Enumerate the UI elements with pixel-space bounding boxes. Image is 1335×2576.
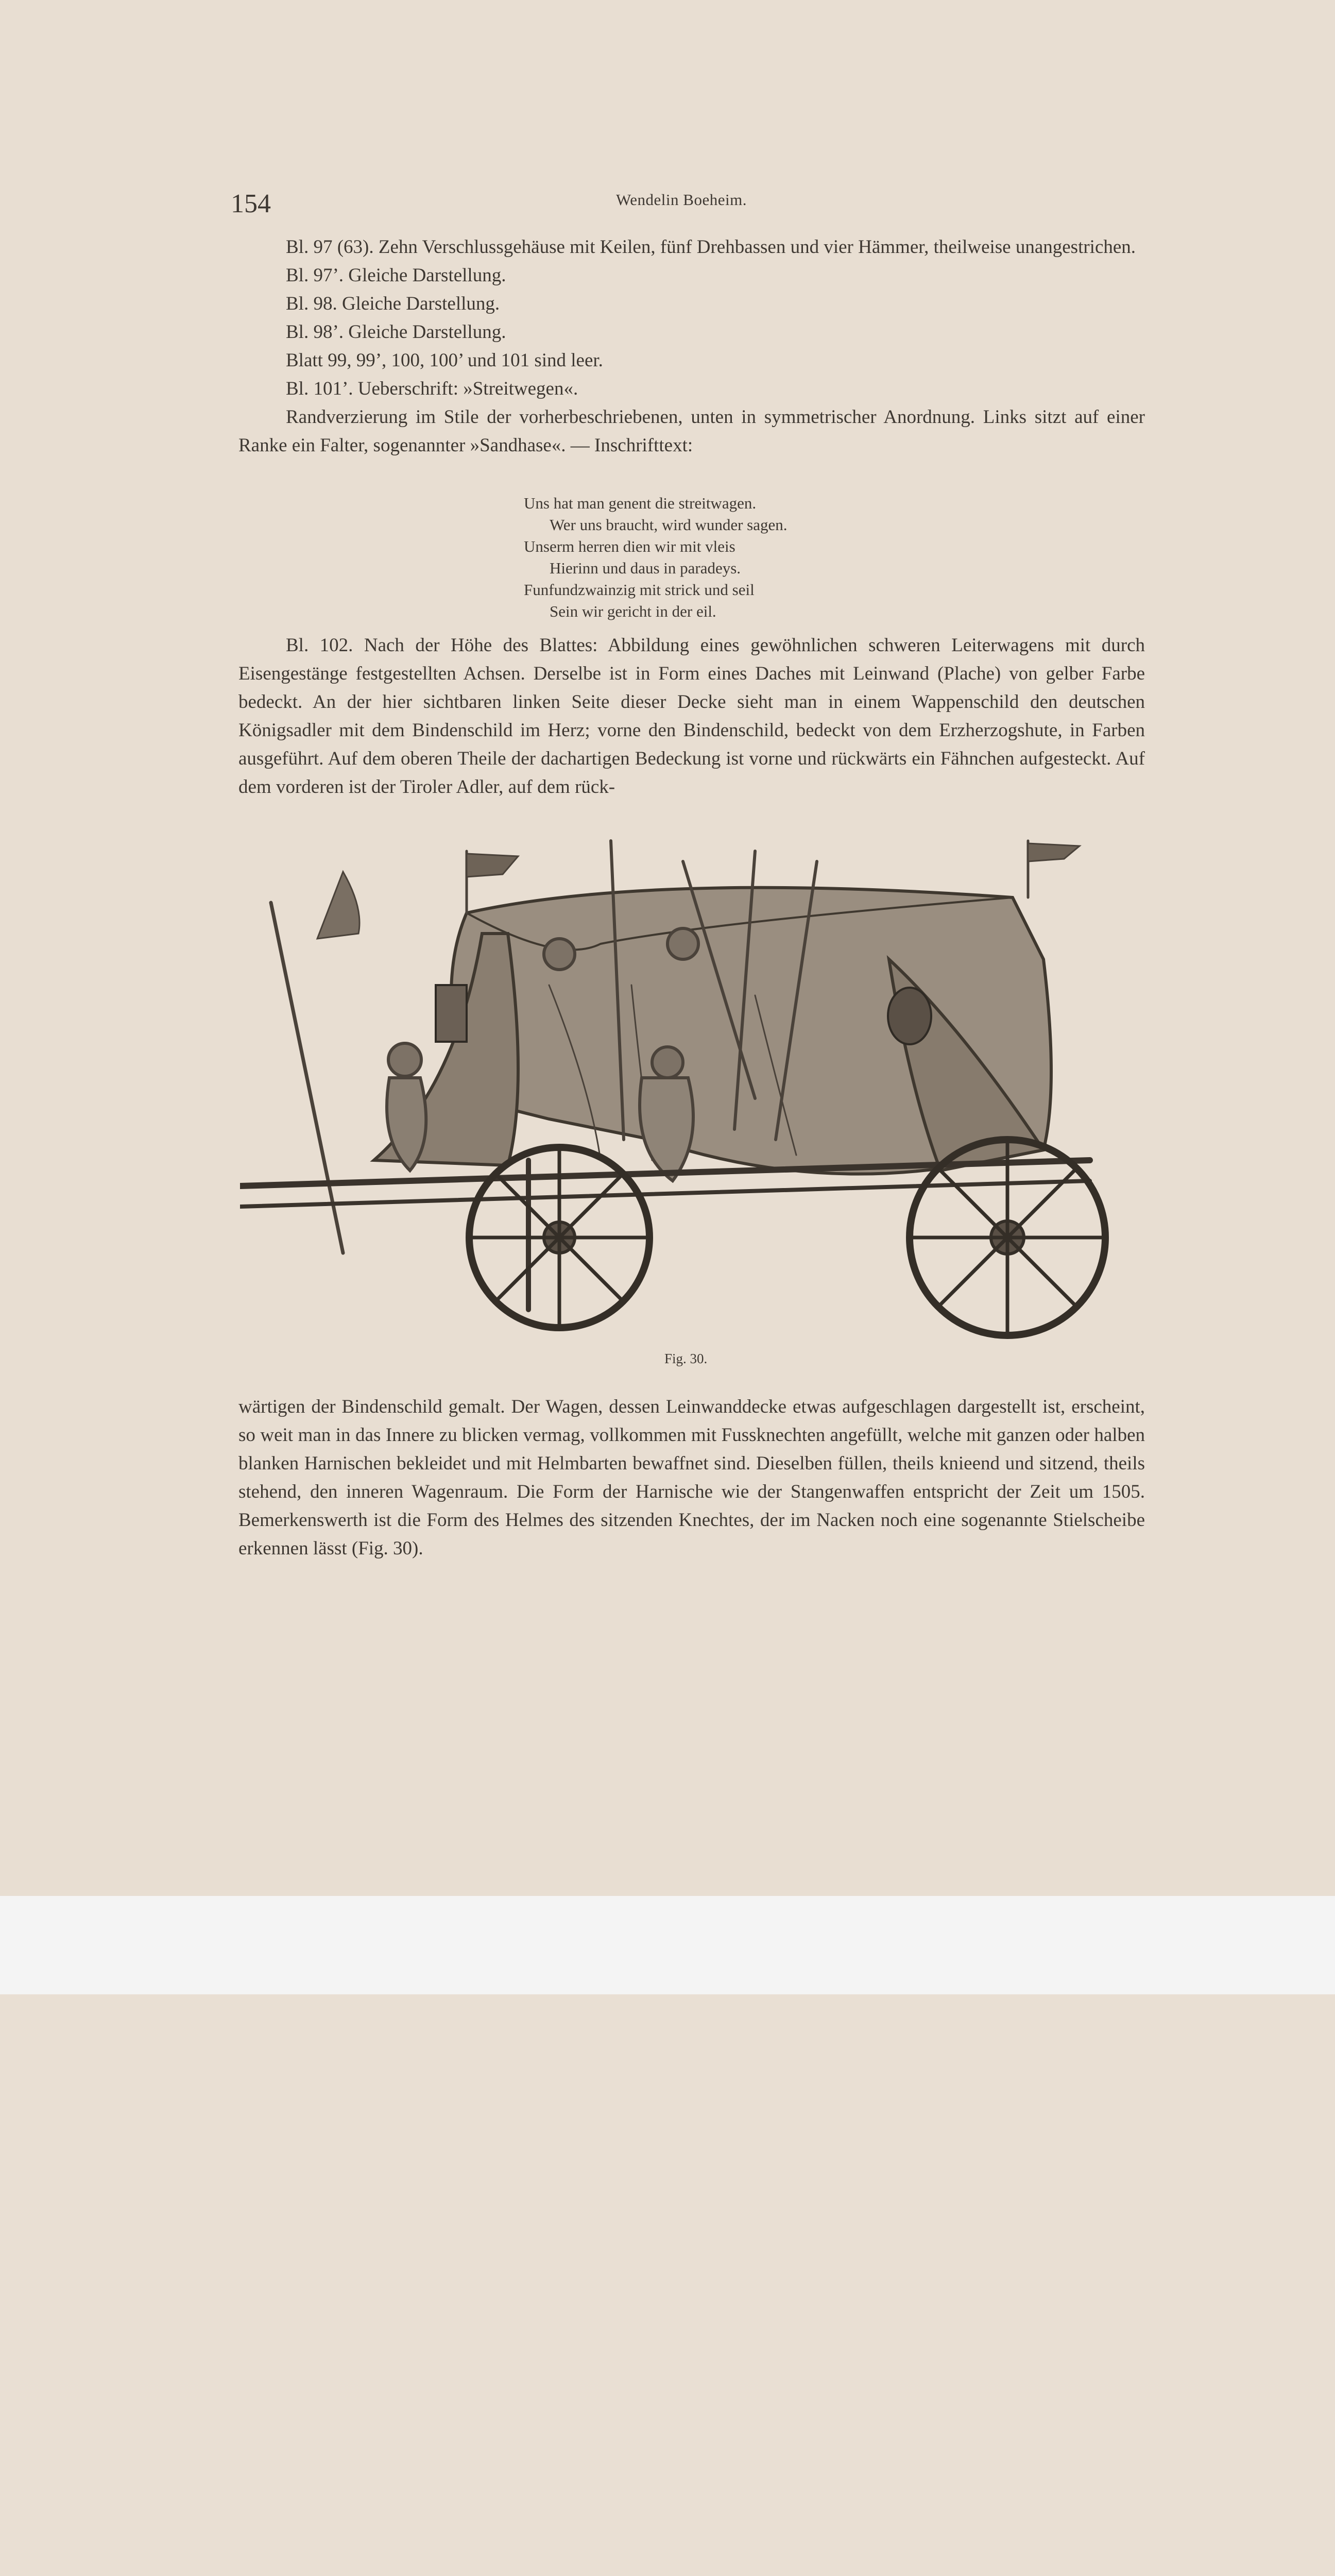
running-header-author: Wendelin Boeheim. — [616, 191, 747, 209]
poem-line: Wer uns braucht, wird wunder sagen. — [550, 516, 788, 534]
figure-caption: Fig. 30. — [664, 1351, 708, 1366]
top-text-block — [238, 233, 1145, 460]
poem-line: Hierinn und daus in paradeys. — [550, 559, 741, 577]
paragraph: Bl. 97 (63). Zehn Verschlussgehäuse mit Keilen, fünf Drehbassen und vier Hämmer, theilweise unangestrichen. — [286, 236, 1136, 258]
page-number: 154 — [231, 189, 271, 218]
poem-line: Uns hat man genent die streitwagen. — [524, 494, 757, 512]
paragraph: Bl. 97’. Gleiche Darstellung. — [286, 265, 506, 286]
bottom-text-block — [238, 1393, 1145, 1563]
poem-line: Funfundzwainzig mit strick und seil — [524, 581, 755, 599]
paragraph: Bl. 98’. Gleiche Darstellung. — [286, 321, 506, 343]
war-wagon-illustration — [240, 831, 1131, 1341]
footer-bar — [0, 1896, 1335, 1994]
paragraph: Bl. 102. Nach der Höhe des Blattes: Abbildung eines gewöhnlichen schweren Leiterwagens mit durch Eisengestänge festgestellten Achsen. Derselbe ist in Form eines Daches mit Leinwand (Plache) von gelber Farbe bedeckt. An der hier sichtbaren linken Seite dieser Decke sieht man in einem Wappenschild den deutschen Königsadler mit dem Bindenschild im Herz; vorne den Bindenschild, bedeckt von dem Erzherzogshute, in Farben ausgeführt. Auf dem oberen Theile der dachartigen Bedeckung ist vorne und rückwärts ein Fähnchen aufgesteckt. Auf dem vorderen ist der Tiroler Adler, auf dem rück- — [238, 635, 1145, 798]
inscription-poem — [524, 493, 788, 622]
paragraph: wärtigen der Bindenschild gemalt. Der Wagen, dessen Leinwanddecke etwas aufgeschlagen dargestellt ist, erscheint, so weit man in das Innere zu blicken vermag, vollkommen mit Fussknechten angefüllt, welche mit ganzen oder halben blanken Harnischen bekleidet und mit Helmbarten bewaffnet sind. Dieselben füllen, theils knieend und sitzend, theils stehend, den inneren Wagenraum. Die Form der Harnische wie der Stangenwaffen entspricht der Zeit um 1505. Bemerkenswerth ist die Form des Helmes des sitzenden Knechtes, der im Nacken noch eine sogenannte Stielscheibe erkennen lässt (Fig. 30). — [238, 1396, 1145, 1559]
poem-line: Unserm herren dien wir mit vleis — [524, 537, 735, 555]
paragraph: Blatt 99, 99’, 100, 100’ und 101 sind leer. — [286, 350, 603, 371]
paragraph: Bl. 101’. Ueberschrift: »Streitwegen«. — [286, 378, 578, 399]
paragraph: Bl. 98. Gleiche Darstellung. — [286, 293, 500, 314]
paragraph: Randverzierung im Stile der vorherbeschriebenen, unten in symmetrischer Anordnung. Links sitzt auf einer Ranke ein Falter, sogenannter »Sandhase«. — Inschrifttext: — [238, 406, 1145, 456]
poem-line: Sein wir gericht in der eil. — [550, 602, 716, 620]
middle-text-block — [238, 631, 1145, 801]
